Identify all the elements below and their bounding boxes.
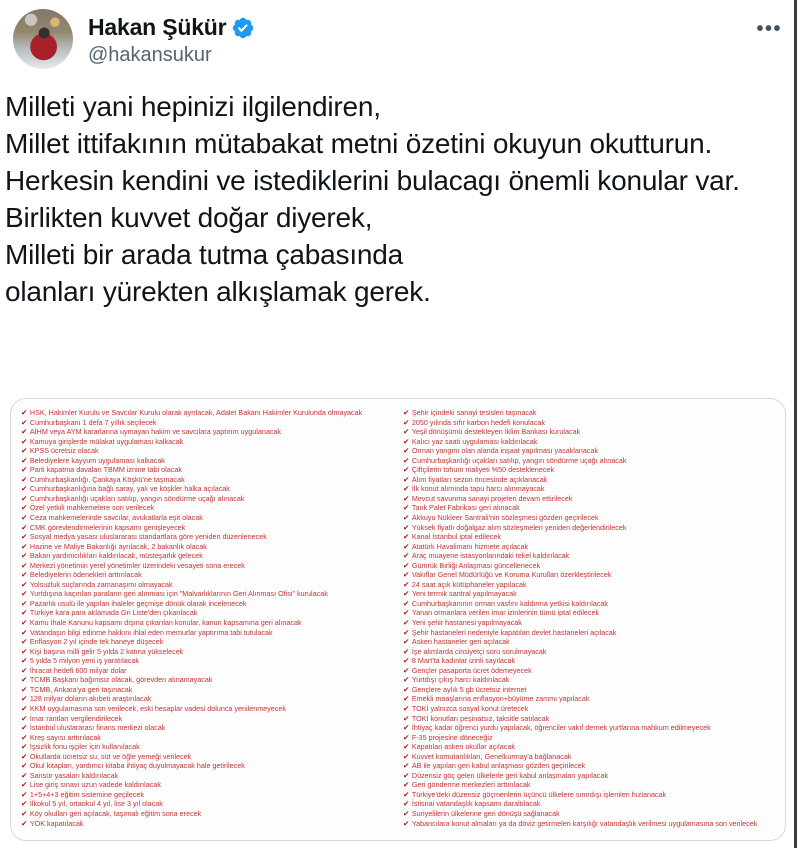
- pledge-item-text: Akkuyu Nükleer Santrali'nin sözleşmesi gözden geçirilecek: [411, 513, 599, 523]
- red-pin-icon: ✔: [21, 713, 28, 723]
- pledge-item-text: 8 Mart'ta kadınlar izinli sayılacak: [411, 656, 516, 666]
- pledge-item-text: F-35 projesine döneceğiz: [411, 732, 493, 742]
- red-pin-icon: ✔: [21, 589, 28, 599]
- red-pin-icon: ✔: [403, 503, 410, 513]
- red-pin-icon: ✔: [21, 808, 28, 818]
- pledge-item: [403, 418, 777, 428]
- pledge-item-text: TCMB, Ankara'ya geri taşınacak: [29, 684, 133, 694]
- pledge-item: [21, 618, 395, 628]
- red-pin-icon: ✔: [403, 675, 410, 685]
- pledge-item-text: Bakan yardımcılıkları kaldırılacak, müsteşarlık gelecek: [29, 551, 203, 561]
- pledge-item-text: Kalıcı yaz saati uygulaması kaldırılacak: [411, 436, 538, 446]
- pledge-item-text: TOKİ konutları peşinatsız, taksitle satılacak: [411, 713, 550, 723]
- pledge-item: [403, 580, 777, 590]
- pledge-item-text: AİHM veya AYM kararlarına uymayan hakim ve savcılara yaptırım uygulanacak: [29, 427, 282, 437]
- red-pin-icon: ✔: [403, 818, 410, 828]
- pledge-item: [21, 599, 395, 609]
- pledge-item-text: Belediyelere kayyum uygulaması kalkacak: [29, 455, 165, 465]
- pledge-item: [21, 570, 395, 580]
- pledge-item-text: Araç muayene istasyonlarındaki tekel kaldırılacak: [411, 551, 570, 561]
- pledge-item: [403, 790, 777, 800]
- pledge-item: [403, 685, 777, 695]
- pledge-item: [21, 761, 395, 771]
- pledge-item-text: İhtiyaç kadar öğrenci yurdu yapılacak, öğrenciler vakıf dernek yurtlarına mahkum edilmeyecek: [411, 723, 711, 733]
- pledge-item-text: Vatandaşın bilgi edinme hakkını ihlal eden memurlar yaptırıma tabi tutulacak: [29, 627, 273, 637]
- pledge-item-text: İstanbul uluslararası finans merkezi olacak: [29, 723, 166, 733]
- pledge-item-text: İmar rantları vergilendirilecek: [29, 713, 123, 723]
- pledge-item: [403, 599, 777, 609]
- pledge-item: [21, 561, 395, 571]
- pledge-item-text: Köy okulları geri açılacak, taşımalı eğitim sona erecek: [29, 808, 202, 818]
- pledge-item: [403, 465, 777, 475]
- red-pin-icon: ✔: [21, 627, 28, 637]
- pledge-item: [403, 771, 777, 781]
- tweet-image-attachment[interactable]: [10, 398, 786, 841]
- red-pin-icon: ✔: [21, 598, 28, 608]
- pledge-item: [21, 799, 395, 809]
- pledge-item-text: Kapatılan askeri okullar açılacak: [411, 742, 515, 752]
- pledge-item: [403, 456, 777, 466]
- red-pin-icon: ✔: [403, 408, 410, 417]
- tweet-text: [0, 69, 800, 310]
- pledge-item: [21, 418, 395, 428]
- pledge-item: [21, 408, 395, 418]
- red-pin-icon: ✔: [403, 570, 410, 580]
- red-pin-icon: ✔: [21, 541, 28, 551]
- red-pin-icon: ✔: [21, 675, 28, 685]
- pledge-item: [403, 608, 777, 618]
- red-pin-icon: ✔: [403, 713, 410, 723]
- pledge-item: [403, 542, 777, 552]
- pledge-item-text: Yanan ormanlara verilen imar izinlerinin tümü iptal edilecek: [411, 608, 600, 618]
- pledge-item: [403, 666, 777, 676]
- red-pin-icon: ✔: [21, 493, 28, 503]
- pledge-item: [21, 694, 395, 704]
- pledge-item: [21, 771, 395, 781]
- red-pin-icon: ✔: [21, 417, 28, 427]
- avatar[interactable]: [13, 9, 73, 69]
- red-pin-icon: ✔: [403, 608, 410, 618]
- pledge-item: [21, 819, 395, 829]
- red-pin-icon: ✔: [403, 417, 410, 427]
- pledge-item: [21, 484, 395, 494]
- red-pin-icon: ✔: [21, 818, 28, 828]
- pledge-item-text: Hazine ve Maliye Bakanlığı ayrılacak, 2 bakanlık olacak: [29, 541, 207, 551]
- red-pin-icon: ✔: [21, 436, 28, 446]
- red-pin-icon: ✔: [21, 484, 28, 494]
- pledge-item-text: Kanal İstanbul iptal edilecek: [411, 532, 501, 542]
- tweet-text-line: Birlikten kuvvet doğar diyerek,: [5, 202, 373, 233]
- red-pin-icon: ✔: [403, 493, 410, 503]
- pledge-item: [403, 723, 777, 733]
- pledge-item: [21, 714, 395, 724]
- pledge-item-text: Yurtdışı çıkış harcı kaldırılacak: [411, 675, 510, 685]
- pledge-item: [403, 780, 777, 790]
- pledge-item-text: Okullarda ücretsiz su, süt ve öğle yemeği verilecek: [29, 751, 192, 761]
- pledge-item: [403, 675, 777, 685]
- pledge-item: [21, 523, 395, 533]
- pledge-item: [21, 551, 395, 561]
- pledge-item-text: Mevcut savunma sanayi projeleri devam ettirilecek: [411, 493, 573, 503]
- red-pin-icon: ✔: [21, 474, 28, 484]
- red-pin-icon: ✔: [403, 808, 410, 818]
- pledge-item: [403, 427, 777, 437]
- pledge-item-text: Ceza mahkemelerinde savcılar, avukatlarla eşit olacak: [29, 513, 203, 523]
- pledge-item-text: Cumhurbaşkanlığı uçakları satılıp, yangın söndürme uçağı alınacak: [411, 455, 627, 465]
- pledge-column-right: [403, 408, 777, 840]
- pledge-item-text: Pazarlık usulü ile yapılan ihaleler geçmişe dönük olarak incelenecek: [29, 598, 247, 608]
- pledge-item-text: Özel yetkili mahkemelere son verilecek: [29, 503, 155, 513]
- pledge-item: [403, 561, 777, 571]
- pledge-item: [403, 761, 777, 771]
- red-pin-icon: ✔: [21, 780, 28, 790]
- pledge-item: [403, 551, 777, 561]
- pledge-item-text: Parti kapatma davaları TBMM iznine tabi olacak: [29, 465, 182, 475]
- red-pin-icon: ✔: [403, 598, 410, 608]
- pledge-item-text: AB ile yapılan geri kabul anlaşması gözden geçirilecek: [411, 761, 586, 771]
- red-pin-icon: ✔: [403, 627, 410, 637]
- pledge-item-text: Enflasyon 2 yıl içinde tek haneye düşecek: [29, 637, 164, 647]
- pledge-item: [403, 742, 777, 752]
- red-pin-icon: ✔: [403, 474, 410, 484]
- pledge-item: [403, 532, 777, 542]
- pledge-item-text: İlk konut alımında tapu harcı alınmayacak: [411, 484, 545, 494]
- red-pin-icon: ✔: [21, 579, 28, 589]
- pledge-item: [21, 809, 395, 819]
- pledge-item: [21, 675, 395, 685]
- pledge-item: [403, 628, 777, 638]
- pledge-item: [403, 437, 777, 447]
- pledge-item: [21, 503, 395, 513]
- pledge-item-text: HSK, Hakimler Kurulu ve Savcılar Kurulu olarak ayrılacak, Adalet Bakanı Hakimler Kurulunda olmayacak: [29, 408, 363, 417]
- pledge-item-text: Yeni şehir hastanesi yapılmayacak: [411, 618, 522, 628]
- pledge-item: [21, 628, 395, 638]
- red-pin-icon: ✔: [403, 541, 410, 551]
- pledge-item: [403, 484, 777, 494]
- pledge-item-text: Çiftçilerin tohum maliyeti %50 desteklenecek: [411, 465, 555, 475]
- red-pin-icon: ✔: [403, 560, 410, 570]
- red-pin-icon: ✔: [403, 579, 410, 589]
- pledge-item-text: Cumhurbaşkanının orman vasfını kaldırma yetkisi kaldırılacak: [411, 598, 609, 608]
- pledge-item-text: Sosyal medya yasası uluslararası standartlara göre yeniden düzenlenecek: [29, 532, 267, 542]
- pledge-item-text: Atatürk Havalimanı hizmete açılacak: [411, 541, 529, 551]
- pledge-item: [403, 589, 777, 599]
- pledge-item-text: Düzensiz göç gelen ülkelerle geri kabul anlaşmaları yapılacak: [411, 770, 609, 780]
- pledge-item: [403, 618, 777, 628]
- pledge-item: [403, 408, 777, 418]
- red-pin-icon: ✔: [21, 732, 28, 742]
- pledge-item-text: Türkiye kara para aklamada Gri Liste'den çıkarılacak: [29, 608, 198, 618]
- pledge-item: [403, 809, 777, 819]
- red-pin-icon: ✔: [21, 513, 28, 523]
- red-pin-icon: ✔: [403, 742, 410, 752]
- pledge-item-text: Gümrük Birliği Anlaşması güncellenecek: [411, 560, 541, 570]
- author-block: [88, 9, 255, 67]
- red-pin-icon: ✔: [403, 446, 410, 456]
- pledge-item: [21, 494, 395, 504]
- red-pin-icon: ✔: [21, 455, 28, 465]
- pledge-item: [403, 503, 777, 513]
- pledge-item: [21, 446, 395, 456]
- pledge-item: [21, 513, 395, 523]
- verified-badge-icon: [231, 16, 255, 40]
- pledge-item-text: Orman yangını olan alanda inşaat yapılması yasaklanacak: [411, 446, 599, 456]
- pledge-item: [403, 494, 777, 504]
- red-pin-icon: ✔: [21, 503, 28, 513]
- pledge-item-text: İstisnai vatandaşlık kapsamı daraltılacak: [411, 799, 541, 809]
- red-pin-icon: ✔: [21, 770, 28, 780]
- tweet-text-line: Milleti bir arada tutma çabasında: [5, 239, 404, 270]
- pledge-item: [21, 666, 395, 676]
- red-pin-icon: ✔: [21, 551, 28, 561]
- pledge-item: [21, 723, 395, 733]
- pledge-item: [21, 456, 395, 466]
- pledge-item-text: Yabancılara konut almaları ya da döviz getirmeleri karşılığı vatandaşlık verilmesi uygulamasına son verilecek: [411, 818, 758, 828]
- pledge-item: [21, 542, 395, 552]
- pledge-item-text: Türkiye'deki düzensiz göçmenlerin üçüncü ülkelere sınırdışı işlemleri hızlanacak: [411, 789, 667, 799]
- screenshot-edge-artifact: [794, 0, 797, 848]
- pledge-item-text: Şehir hastaneleri nedeniyle kapatılan devlet hastaneleri açılacak: [411, 627, 617, 637]
- red-pin-icon: ✔: [21, 694, 28, 704]
- red-pin-icon: ✔: [403, 761, 410, 771]
- red-pin-icon: ✔: [403, 637, 410, 647]
- pledge-item-text: 128 milyar doların akıbeti araştırılacak: [29, 694, 152, 704]
- pledge-item-text: Suriyelilerin ülkelerine geri dönüşü sağlanacak: [411, 808, 560, 818]
- pledge-item: [403, 752, 777, 762]
- pledge-item-text: KKM uygulamasına son verilecek, eski hesaplar vadesi dolunca yenilenmeyecek: [29, 703, 286, 713]
- pledge-item-text: 1+5+4+3 eğitim sistemine geçilecek: [29, 789, 144, 799]
- red-pin-icon: ✔: [403, 656, 410, 666]
- red-pin-icon: ✔: [403, 455, 410, 465]
- pledge-item: [403, 799, 777, 809]
- pledge-item-text: Yüksek fiyatlı doğalgaz alım sözleşmeleri yeniden değerlendirilecek: [411, 522, 627, 532]
- red-pin-icon: ✔: [21, 665, 28, 675]
- pledge-item: [21, 780, 395, 790]
- pledge-item: [403, 656, 777, 666]
- red-pin-icon: ✔: [403, 694, 410, 704]
- pledge-item: [21, 589, 395, 599]
- red-pin-icon: ✔: [403, 513, 410, 523]
- tweet-header: [0, 0, 800, 69]
- pledge-item: [21, 608, 395, 618]
- red-pin-icon: ✔: [403, 751, 410, 761]
- pledge-item: [21, 532, 395, 542]
- pledge-item-text: Yolsuzluk suçlarında zamanaşımı olmayacak: [29, 579, 173, 589]
- pledge-item-text: Yeşil dönüşümü destekleyen İklim Bankası kurulacak: [411, 427, 581, 437]
- red-pin-icon: ✔: [21, 427, 28, 437]
- red-pin-icon: ✔: [21, 608, 28, 618]
- pledge-item-text: Kamu İhale Kanunu kapsamı dışına çıkarılan konular, kanun kapsamına geri alınacak: [29, 618, 302, 628]
- red-pin-icon: ✔: [21, 723, 28, 733]
- red-pin-icon: ✔: [403, 789, 410, 799]
- pledge-item: [21, 437, 395, 447]
- pledge-item-text: Şehir içindeki sanayi tesisleri taşınacak: [411, 408, 537, 417]
- pledge-item-text: Gençlere aylık 5 gb ücretsiz internet: [411, 684, 527, 694]
- red-pin-icon: ✔: [21, 646, 28, 656]
- pledge-item-text: Merkezi yönetimin yerel yönetimler üzerindeki vesayeti sona erecek: [29, 560, 245, 570]
- pledge-item-text: Askeri hastaneler geri açılacak: [411, 637, 510, 647]
- pledge-item: [21, 656, 395, 666]
- pledge-item: [21, 465, 395, 475]
- red-pin-icon: ✔: [403, 532, 410, 542]
- pledge-item: [21, 580, 395, 590]
- pledge-item: [21, 790, 395, 800]
- pledge-item-text: Sansür yasaları kaldırılacak: [29, 770, 119, 780]
- red-pin-icon: ✔: [21, 656, 28, 666]
- pledge-item-text: Vakıflar Genel Müdürlüğü ve Koruma Kurulları özerkleştirilecek: [411, 570, 612, 580]
- red-pin-icon: ✔: [21, 637, 28, 647]
- pledge-item: [21, 752, 395, 762]
- red-pin-icon: ✔: [403, 551, 410, 561]
- pledge-item-text: Kreş sayısı arttırılacak: [29, 732, 101, 742]
- pledge-item: [21, 427, 395, 437]
- pledge-item: [403, 513, 777, 523]
- pledge-item-text: Kuvvet komutanlıkları, Genelkurmay'a bağlanacak: [411, 751, 572, 761]
- red-pin-icon: ✔: [403, 465, 410, 475]
- pledge-item: [403, 733, 777, 743]
- red-pin-icon: ✔: [403, 799, 410, 809]
- pledge-item: [403, 570, 777, 580]
- pledge-item-text: TCMB Başkanı bağımsız olacak, görevden alınamayacak: [29, 675, 213, 685]
- pledge-item: [21, 733, 395, 743]
- red-pin-icon: ✔: [403, 484, 410, 494]
- pledge-item: [403, 637, 777, 647]
- red-pin-icon: ✔: [21, 522, 28, 532]
- pledge-item-text: Cumhurbaşkanı 1 defa 7 yıllık seçilecek: [29, 417, 157, 427]
- red-pin-icon: ✔: [403, 618, 410, 628]
- red-pin-icon: ✔: [403, 684, 410, 694]
- pledge-item-text: İşe alımlarda cinsiyetçi soru sorulmayacak: [411, 646, 547, 656]
- red-pin-icon: ✔: [21, 703, 28, 713]
- tweet-text-line: olanları yürekten alkışlamak gerek.: [5, 276, 431, 307]
- pledge-item-text: Okul kitapları, yardımcı kitaba ihtiyaç duyulmayacak hale getirilecek: [29, 761, 245, 771]
- pledge-item-text: Cumhurbaşkanlığına bağlı saray, yalı ve köşkler halka açılacak: [29, 484, 230, 494]
- pledge-item-text: İhracat hedefi 600 milyar dolar: [29, 665, 127, 675]
- red-pin-icon: ✔: [21, 751, 28, 761]
- red-pin-icon: ✔: [21, 408, 28, 417]
- tweet-text-line: Herkesin kendini ve istediklerini bulacagı önemli konular var.: [5, 165, 740, 196]
- pledge-item-text: Lise giriş sınavı uzun vadede kaldırılacak: [29, 780, 161, 790]
- pledge-item: [403, 523, 777, 533]
- pledge-item-text: 24 saat açık kütüphaneler yapılacak: [411, 579, 527, 589]
- red-pin-icon: ✔: [21, 465, 28, 475]
- pledge-item-text: KPSS ücretsiz olacak: [29, 446, 99, 456]
- pledge-item: [403, 704, 777, 714]
- tweet-text-line: Millet ittifakının mütabakat metni özetini okuyun okutturun.: [5, 128, 713, 159]
- pledge-item-text: Belediyelerin ödenekleri arttırılacak: [29, 570, 142, 580]
- pledge-item-text: TOKİ yalnızca sosyal konut üretecek: [411, 703, 529, 713]
- red-pin-icon: ✔: [21, 560, 28, 570]
- pledge-item-text: Gençler pasaporta ücret ödemeyecek: [411, 665, 532, 675]
- pledge-item-text: İlkokul 5 yıl, ortaokul 4 yıl, lise 3 yıl olacak: [29, 799, 163, 809]
- display-name[interactable]: Hakan Şükür: [88, 14, 227, 40]
- pledge-item-text: Emekli maaşlarına enflasyon+büyüme zammı yapılacak: [411, 694, 590, 704]
- red-pin-icon: ✔: [403, 427, 410, 437]
- pledge-item-text: 5 yılda 5 milyon yeni iş yaratılacak: [29, 656, 139, 666]
- red-pin-icon: ✔: [21, 761, 28, 771]
- pledge-item-text: Alım fiyatları sezon öncesinde açıklanacak: [411, 474, 548, 484]
- pledge-item-text: YÖK kapatılacak: [29, 818, 84, 828]
- pledge-item-text: Yurtdışına kaçırılan paraların geri alınması için "Malvarlıklarının Geri Alınması Ofisi" kurulacak: [29, 589, 328, 599]
- pledge-item-text: Tank Palet Fabrikası geri alınacak: [411, 503, 520, 513]
- red-pin-icon: ✔: [21, 684, 28, 694]
- red-pin-icon: ✔: [21, 618, 28, 628]
- pledge-column-left: [21, 408, 395, 840]
- pledge-item: [21, 475, 395, 485]
- pledge-item-text: Kişi başına milli gelir 5 yılda 2 katına yükselecek: [29, 646, 184, 656]
- pledge-item: [403, 694, 777, 704]
- pledge-item: [21, 637, 395, 647]
- pledge-item: [403, 475, 777, 485]
- red-pin-icon: ✔: [403, 436, 410, 446]
- red-pin-icon: ✔: [403, 703, 410, 713]
- red-pin-icon: ✔: [403, 732, 410, 742]
- red-pin-icon: ✔: [403, 780, 410, 790]
- pledge-item: [21, 647, 395, 657]
- pledge-item-text: Geri gönderme merkezleri arttırılacak: [411, 780, 531, 790]
- user-handle[interactable]: @hakansukur: [88, 44, 212, 66]
- pledge-item: [403, 819, 777, 829]
- tweet-text-line: Milleti yani hepinizi ilgilendiren,: [5, 91, 381, 122]
- more-options-button[interactable]: •••: [756, 18, 782, 40]
- pledge-item-text: Cumhurbaşkanlığı uçakları satılıp, yangın söndürme uçağı alınacak: [29, 493, 245, 503]
- red-pin-icon: ✔: [403, 665, 410, 675]
- red-pin-icon: ✔: [21, 570, 28, 580]
- pledge-item: [403, 647, 777, 657]
- pledge-item: [21, 685, 395, 695]
- red-pin-icon: ✔: [403, 770, 410, 780]
- red-pin-icon: ✔: [403, 723, 410, 733]
- pledge-item-text: Yeni termik santral yapılmayacak: [411, 589, 517, 599]
- red-pin-icon: ✔: [21, 789, 28, 799]
- pledge-item: [21, 704, 395, 714]
- red-pin-icon: ✔: [21, 799, 28, 809]
- pledge-item-text: CMK görevlendirmelerinin kapsamı genişleyecek: [29, 522, 186, 532]
- red-pin-icon: ✔: [21, 742, 28, 752]
- pledge-item-text: Kamuya girişlerde mülakat uygulaması kalkacak: [29, 436, 184, 446]
- pledge-item: [403, 446, 777, 456]
- red-pin-icon: ✔: [403, 589, 410, 599]
- pledge-item-text: İşsizlik fonu işçiler için kullanılacak: [29, 742, 140, 752]
- red-pin-icon: ✔: [403, 646, 410, 656]
- red-pin-icon: ✔: [403, 522, 410, 532]
- pledge-item: [403, 714, 777, 724]
- red-pin-icon: ✔: [21, 446, 28, 456]
- pledge-item: [21, 742, 395, 752]
- pledge-item-text: Cumhurbaşkanlığı, Çankaya Köşkü'ne taşınacak: [29, 474, 185, 484]
- red-pin-icon: ✔: [21, 532, 28, 542]
- pledge-item-text: 2050 yılında sıfır karbon hedefi konulacak: [411, 417, 545, 427]
